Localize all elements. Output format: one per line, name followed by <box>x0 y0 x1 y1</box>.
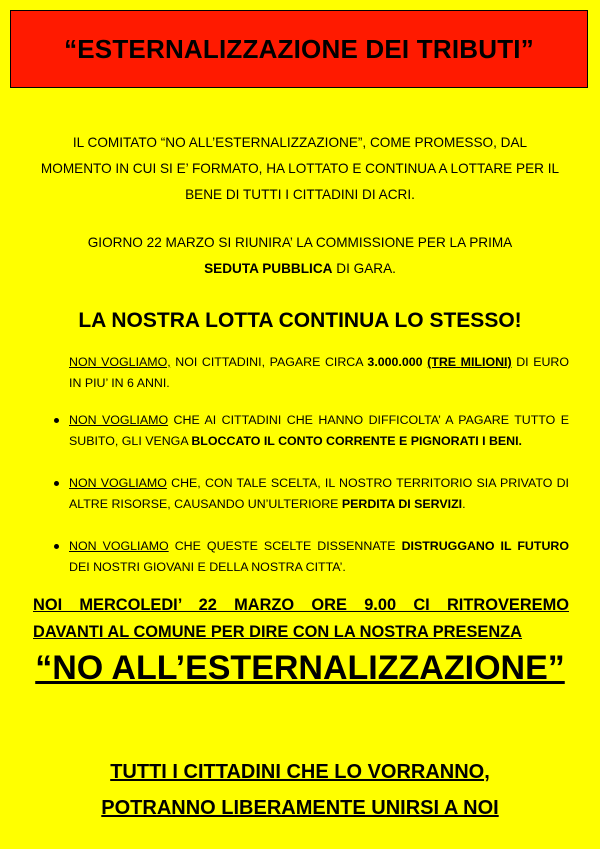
meeting-line-2: DAVANTI AL COMUNE PER DIRE CON LA NOSTRA PRESENZA <box>33 623 523 641</box>
bullet-tail: . <box>462 497 466 511</box>
bullet-text: CHE AI CITTADINI CHE HANNO DIFFICOLTA’ A PAGARE TUTTO E SUBITO, GLI VENGA <box>69 413 569 448</box>
intro-paragraph-1: IL COMITATO “NO ALL’ESTERNALIZZAZIONE”, COME PROMESSO, DAL MOMENTO IN CUI SI E’ FORMATO, HA LOTTATO E CONTINUA A LOTTARE PER IL BENE DI TUTTI I CITTADINI DI ACRI. <box>40 135 560 202</box>
intro-paragraph-2 <box>40 230 560 282</box>
closing-line-2: POTRANNO LIBERAMENTE UNIRSI A NOI <box>101 797 499 819</box>
bullet-text: CHE QUESTE SCELTE DISSENNATE <box>168 539 402 553</box>
bullet-tail: DEI NOSTRI GIOVANI E DELLA NOSTRA CITTA’. <box>69 560 346 574</box>
closing-line-1: TUTTI I CITTADINI CHE LO VORRANNO, <box>110 761 490 783</box>
list-item <box>69 410 569 452</box>
intro-p2-bold: SEDUTA PUBBLICA <box>204 261 333 276</box>
list-item <box>69 473 569 515</box>
bullet-bold: PERDITA DI SERVIZI <box>341 497 463 511</box>
demand-paragraph <box>69 352 569 394</box>
demand-text-1: NOI CITTADINI, PAGARE CIRCA <box>170 355 368 369</box>
closing-message <box>0 754 600 826</box>
intro-section <box>40 130 560 282</box>
list-item <box>69 536 569 578</box>
bullet-icon <box>54 418 59 423</box>
section-heading: LA NOSTRA LOTTA CONTINUA LO STESSO! <box>78 309 522 332</box>
slogan: “NO ALL’ESTERNALIZZAZIONE” <box>35 649 565 687</box>
bullet-lead: NON VOGLIAMO <box>69 476 167 490</box>
bullet-bold: BLOCCATO IL CONTO CORRENTE E PIGNORATI I BENI. <box>191 434 523 448</box>
demand-text-2: DI EURO IN PIU’ IN 6 ANNI. <box>69 355 570 390</box>
bullet-lead: NON VOGLIAMO <box>69 413 169 427</box>
demand-list <box>69 410 569 599</box>
banner-title: “ESTERNALIZZAZIONE DEI TRIBUTI” <box>64 33 534 64</box>
intro-p2-text: GIORNO 22 MARZO SI RIUNIRA’ LA COMMISSIONE PER LA PRIMA <box>87 235 513 250</box>
intro-p2-tail: DI GARA. <box>332 261 396 276</box>
meeting-announcement <box>33 592 569 646</box>
bullet-icon <box>54 481 59 486</box>
bullet-lead: NON VOGLIAMO <box>69 539 169 553</box>
bullet-bold: DISTRUGGANO IL FUTURO <box>401 539 569 553</box>
demand-amount-words: (TRE MILIONI) <box>427 355 512 369</box>
demand-amount: 3.000.000 <box>367 355 423 369</box>
bullet-text: CHE, CON TALE SCELTA, IL NOSTRO TERRITORIO SIA PRIVATO DI ALTRE RISORSE, CAUSANDO UN’ULTERIORE <box>69 476 569 511</box>
demand-lead: NON VOGLIAMO, <box>69 355 171 369</box>
title-banner <box>10 10 588 88</box>
bullet-icon <box>54 544 59 549</box>
meeting-line-1: NOI MERCOLEDI’ 22 MARZO ORE 9.00 CI RITROVEREMO <box>33 596 569 614</box>
